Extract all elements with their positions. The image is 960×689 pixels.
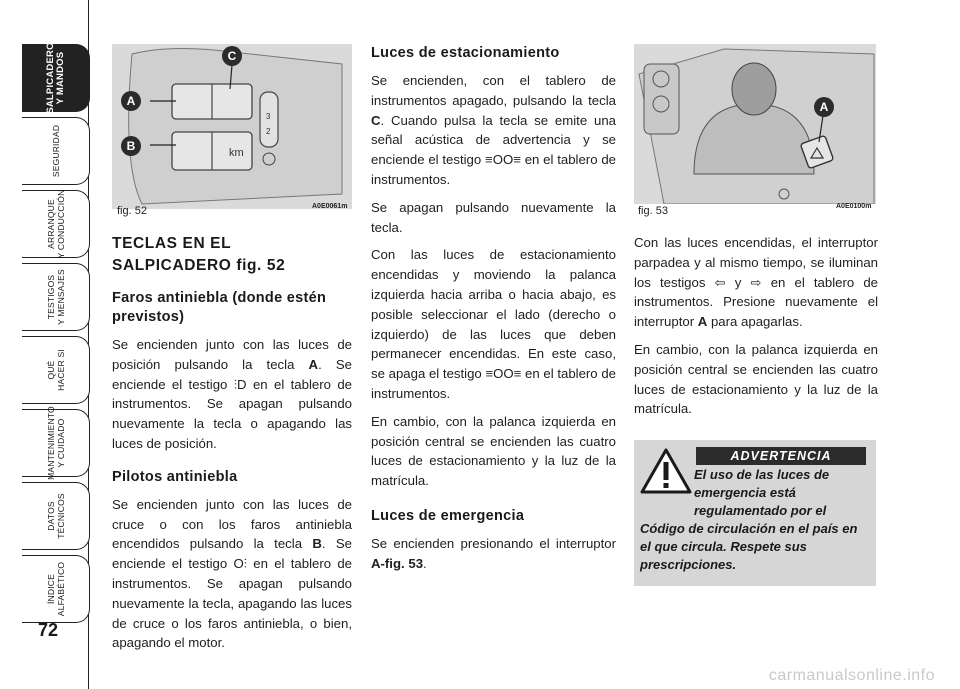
tab-label: ARRANQUE Y CONDUCCIÓN: [45, 189, 66, 259]
column-1: [112, 233, 352, 653]
tab-label: DATOS TÉCNICOS: [45, 493, 66, 539]
parking-light-icon: ≡OO≡: [485, 152, 521, 168]
key-ref: A: [308, 356, 319, 372]
watermark: carmanualsonline.info: [768, 667, 935, 684]
tab-datos[interactable]: [22, 482, 90, 550]
key-ref: A: [697, 314, 708, 330]
parking-light-icon: ≡OO≡: [485, 366, 522, 382]
tab-salpicadero[interactable]: [22, 44, 90, 112]
section-sidebar: [0, 0, 92, 689]
callout-c: C: [222, 46, 242, 66]
paragraph: [112, 335, 352, 454]
gear-shift-illustration: [634, 44, 876, 204]
warning-box: [634, 440, 876, 586]
key-ref: B: [312, 536, 322, 552]
text: en el tablero de instrumentos. Presione nuevamente el interruptor: [634, 274, 879, 330]
text: .: [423, 555, 427, 571]
heading-luces-emergencia: Luces de emergencia: [371, 507, 525, 524]
fig53-image: [634, 44, 876, 204]
fig53-caption: fig. 53: [638, 205, 668, 217]
fig53-code: A0E0100m: [836, 203, 872, 210]
paragraph: [112, 495, 352, 653]
column-3: [634, 233, 878, 419]
heading-faros-antiniebla: Faros antiniebla (donde estén previstos): [112, 290, 327, 325]
dial-number: 3: [266, 112, 271, 121]
text: Con las luces encendidas, el interruptor parpadea y al mismo tiempo, se iluminan los testigos: [634, 235, 878, 290]
tab-label: MANTENIMIENTO Y CUIDADO: [45, 406, 66, 480]
key-ref: C: [371, 112, 381, 128]
tab-label: QUÉ HACER SI: [45, 349, 66, 391]
text: en el tablero de instrumentos.: [371, 152, 616, 187]
dial-number: 2: [266, 127, 271, 136]
tab-mantenimiento[interactable]: [22, 406, 90, 480]
tab-que-hacer[interactable]: [22, 336, 90, 404]
text: en el tablero de instrumentos. Se apagan pulsando nuevamente la tecla o apagando las luces de posición.: [112, 376, 352, 451]
text: . Se enciende el testigo: [112, 536, 352, 572]
text: para apagarlas.: [707, 314, 803, 330]
warning-title: ADVERTENCIA: [696, 447, 866, 465]
tab-seguridad[interactable]: [22, 117, 90, 185]
text: . Cuando pulsa la tecla se emite una señal acústica de advertencia y se enciende el testigo: [371, 112, 616, 168]
paragraph: [371, 71, 616, 190]
callout-a: A: [814, 97, 834, 117]
fig52-image: [112, 44, 352, 209]
tab-indice[interactable]: [22, 555, 90, 623]
km-label: km: [229, 147, 244, 159]
text: en el tablero de instrumentos.: [371, 366, 616, 401]
callout-a: A: [121, 91, 141, 111]
text: . Se enciende el testigo: [112, 356, 352, 392]
tab-label: SALPICADERO Y MANDOS: [44, 42, 66, 114]
text: en el tablero de instrumentos. Se apagan pulsando nuevamente la tecla, apagando las luces de cruce o los faros antiniebla, o bien, apagando el motor.: [112, 556, 352, 651]
paragraph: [634, 233, 878, 332]
column-2: [371, 44, 616, 574]
page-number: 72: [37, 620, 59, 640]
paragraph: [371, 245, 616, 403]
arrow-right-icon: ⇨: [750, 274, 762, 290]
fig52-code: A0E0061m: [312, 203, 348, 210]
section-title: TECLAS EN EL SALPICADERO fig. 52: [112, 235, 286, 274]
text: Con las luces de estacionamiento encendidas y moviendo la palanca izquierda hacia arriba o hacia abajo, es posible seleccionar el lado (derecho o izquierdo) de las luces que deben permanecer encendidas. En este caso, se apaga el testigo: [371, 247, 616, 382]
paragraph: En cambio, con la palanca izquierda en posición central se encienden las cuatro luces de estacionamiento y la luz de la matrícula.: [634, 341, 878, 417]
paragraph: En cambio, con la palanca izquierda en posición central se encienden las cuatro luces de estacionamiento y la luz de la matrícula.: [371, 413, 616, 489]
fig52-caption: fig. 52: [117, 205, 147, 217]
warning-text: [640, 466, 870, 574]
tab-arranque[interactable]: [22, 190, 90, 258]
rear-fog-icon: O⫶: [233, 556, 248, 572]
heading-pilotos-antiniebla: Pilotos antiniebla: [112, 468, 238, 485]
arrow-left-icon: ⇦: [714, 274, 726, 290]
text: Se encienden junto con las luces de posición pulsando la tecla: [112, 337, 352, 372]
text: Se encienden presionando el interruptor: [371, 535, 616, 551]
paragraph: Se apagan pulsando nuevamente la tecla.: [371, 199, 616, 235]
text: Se encienden, con el tablero de instrumentos apagado, pulsando la tecla: [371, 73, 616, 108]
text: El uso de las luces de emergencia está regulamentado por el Código de circulación en el país en el que circula. Respete sus prescripciones.: [640, 467, 858, 572]
text: y: [725, 274, 751, 290]
dashboard-buttons-illustration: [112, 44, 352, 209]
figure-ref: A-fig. 53: [371, 555, 424, 571]
tab-testigos[interactable]: [22, 263, 90, 331]
tab-label: TESTIGOS Y MENSAJES: [45, 269, 66, 325]
text: Se encienden junto con las luces de cruce o con los faros antiniebla encendidos pulsando la tecla: [112, 496, 352, 552]
callout-b: B: [121, 136, 141, 156]
heading-luces-estacionamiento: Luces de estacionamiento: [371, 45, 560, 61]
tab-label: SEGURIDAD: [50, 124, 61, 178]
paragraph: [371, 534, 616, 574]
tab-label: ÍNDICE ALFABÉTICO: [45, 561, 66, 617]
fog-light-icon: ⫶D: [233, 376, 247, 392]
